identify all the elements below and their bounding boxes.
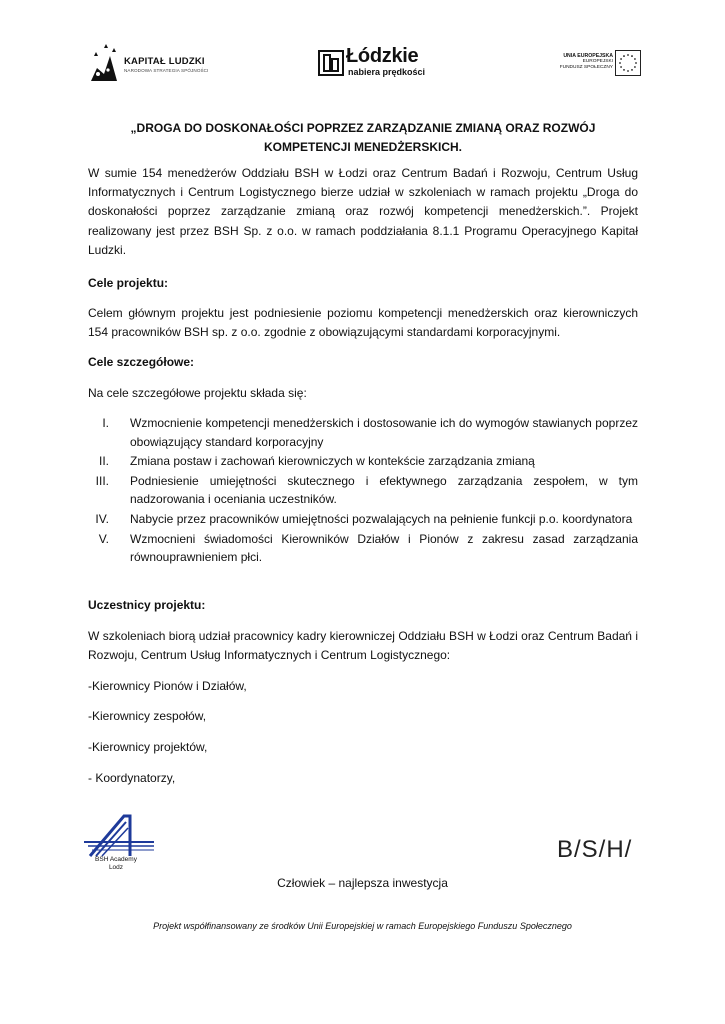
- lodzkie-subtitle: nabiera prędkości: [348, 67, 426, 77]
- list-item-number: II.: [98, 454, 109, 469]
- bsh-academy-line-2: Lodz: [108, 864, 124, 871]
- list-item-number: IV.: [95, 511, 109, 526]
- eu-star-icon: [631, 69, 633, 71]
- list-item-number: I.: [102, 416, 109, 430]
- eu-star-icon: [634, 58, 636, 60]
- intro-paragraph: W sumie 154 menedżerów Oddziału BSH w Łodzi oraz Centrum Badań i Rozwoju, Centrum Usług Informatycznych i Centrum Logistycznego bierze udział w szkoleniach w ramach projektu „Droga do doskonałości poprzez zarządzanie zmianą oraz rozwój kompetencji menedżerskich.”. Projekt realizowany jest przez BSH Sp. z o.o. w ramach poddziałania 8.1.1 Programu Operacyjnego Kapitał Ludzki.: [88, 166, 638, 257]
- eu-star-icon: [620, 58, 622, 60]
- slogan: Człowiek – najlepsza inwestycja: [277, 876, 448, 890]
- eu-logo: [545, 50, 641, 78]
- list-item: [88, 472, 638, 509]
- bsh-academy-text: [88, 856, 144, 872]
- lodzkie-emblem-icon: [318, 50, 344, 76]
- specific-goals-intro: Na cele szczegółowe projektu składa się:: [88, 386, 307, 400]
- eu-star-icon: [620, 66, 622, 68]
- eu-star-icon: [619, 62, 621, 64]
- eu-star-icon: [627, 70, 629, 72]
- eu-star-icon: [623, 69, 625, 71]
- participant-item-1: -Kierownicy Pionów i Działów,: [88, 679, 247, 693]
- list-item-text: Zmiana postaw i zachowań kierowniczych w kontekście zarządzania zmianą: [130, 454, 535, 469]
- list-item: [88, 530, 638, 567]
- participants-heading: Uczestnicy projektu:: [88, 598, 206, 612]
- list-item-text: Nabycie przez pracowników umiejętności pozwalających na pełnienie funkcji p.o. koordynatora: [130, 511, 633, 526]
- eu-line-1: UNIA EUROPEJSKA: [563, 53, 613, 59]
- kapital-ludzki-emblem-icon: [88, 44, 120, 82]
- participant-item-4: - Koordynatorzy,: [88, 771, 176, 785]
- lodzkie-logo: [318, 46, 438, 80]
- eu-star-icon: [631, 55, 633, 57]
- eu-star-icon: [627, 54, 629, 56]
- kapital-ludzki-subtitle: NARODOWA STRATEGIA SPÓJNOŚCI: [124, 68, 209, 73]
- goals-paragraph: Celem głównym projektu jest podniesienie poziomu kompetencji menedżerskich oraz kierowniczych 154 pracowników BSH sp. z o.o. zgodnie z obowiązującymi standardami korporacyjnymi.: [88, 306, 638, 340]
- bsh-academy-line-1: BSH Academy: [95, 856, 137, 863]
- participant-item-3: -Kierownicy projektów,: [88, 740, 208, 754]
- eu-line-3: FUNDUSZ SPOŁECZNY: [559, 65, 613, 70]
- list-item-text: Wzmocnienie kompetencji menedżerskich i dostosowanie ich do wymogów stawianych poprzez obowiązujący standard korporacyjny: [130, 416, 638, 449]
- participants-paragraph: W szkoleniach biorą udział pracownicy kadry kierowniczej Oddziału BSH w Łodzi oraz Centrum Badań i Rozwoju, Centrum Usług Informatycznych i Centrum Logistycznego:: [88, 629, 638, 663]
- list-item-text: Wzmocnieni świadomości Kierowników Działów i Pionów z zakresu zasad zarządzania równouprawnieniem płci.: [130, 531, 638, 565]
- bsh-logo: B/S/H/: [557, 836, 633, 863]
- list-item: [88, 452, 638, 471]
- eu-star-icon: [623, 55, 625, 57]
- eu-star-icon: [635, 62, 637, 64]
- kapital-ludzki-title: KAPITAŁ LUDZKI: [124, 56, 205, 67]
- specific-goals-heading: Cele szczegółowe:: [88, 355, 195, 369]
- footer-note: Projekt współfinansowany ze środków Unii Europejskiej w ramach Europejskiego Funduszu Społecznego: [153, 921, 572, 931]
- lodzkie-title: Łódzkie: [346, 45, 419, 67]
- kapital-ludzki-logo: [88, 44, 218, 82]
- bsh-academy-emblem-icon: [84, 812, 158, 858]
- list-item: [88, 510, 638, 529]
- list-item-number: III.: [95, 473, 109, 488]
- list-item-text: Podniesienie umiejętności skutecznego i efektywnego zarządzania zespołem, w tym nadzorowania i oceniania uczestników.: [130, 473, 638, 507]
- eu-flag-icon: [615, 50, 641, 76]
- list-item-number: V.: [98, 531, 109, 546]
- document-title: „DROGA DO DOSKONAŁOŚCI POPRZEZ ZARZĄDZANIE ZMIANĄ ORAZ ROZWÓJ KOMPETENCJI MENEDŻERSKICH.: [130, 121, 596, 154]
- bsh-academy-logo: [84, 812, 158, 874]
- specific-goals-list: [88, 414, 638, 568]
- eu-star-icon: [634, 66, 636, 68]
- list-item: [88, 414, 638, 451]
- eu-line-2: EUROPEJSKI: [582, 59, 613, 64]
- participant-item-2: -Kierownicy zespołów,: [88, 709, 207, 723]
- goals-heading: Cele projektu:: [88, 276, 169, 290]
- eu-text: [560, 53, 613, 71]
